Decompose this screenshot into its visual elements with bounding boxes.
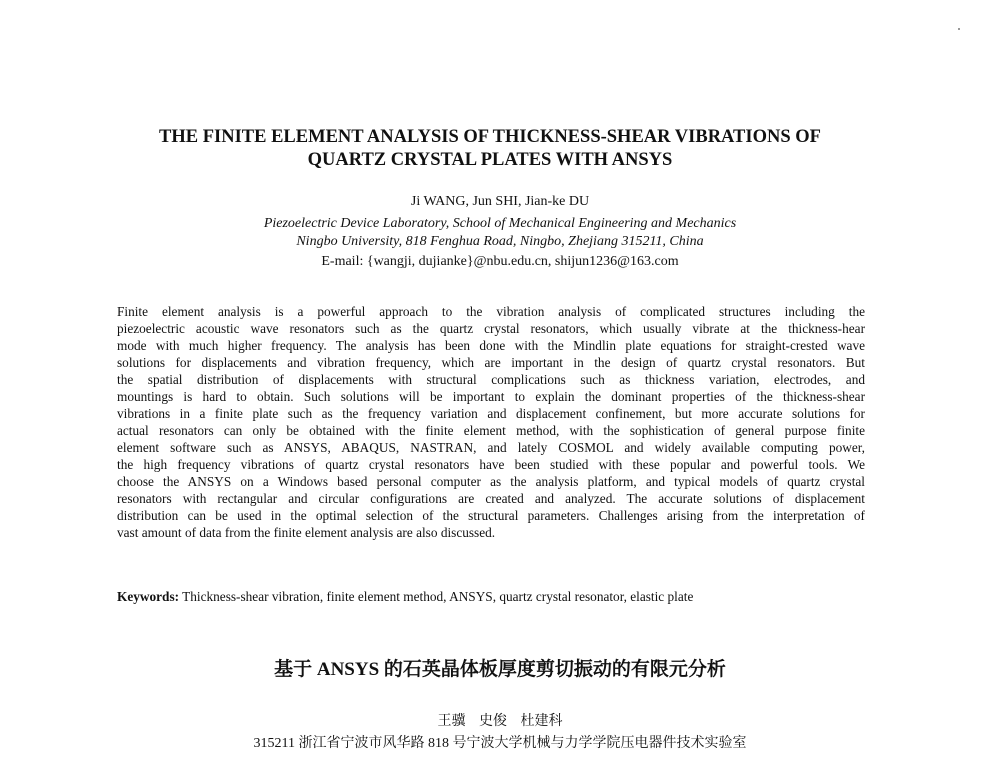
affiliation bbox=[0, 215, 1000, 251]
abstract-line: solutions for displacements and vibration frequency, which are important in the design of quartz crystal resonators. But bbox=[117, 355, 865, 370]
affiliation-line-1: Piezoelectric Device Laboratory, School of Mechanical Engineering and Mechanics bbox=[263, 216, 737, 231]
abstract-line: resonators with rectangular and circular configurations are created and analyzed. The accurate solutions of displacement bbox=[117, 491, 865, 506]
paper-title bbox=[140, 126, 840, 172]
abstract-line: the spatial distribution of displacements with structural complications such as thickness variation, electrodes, and bbox=[117, 372, 865, 387]
email-line: E-mail: {wangji, dujianke}@nbu.edu.cn, shijun1236@163.com bbox=[321, 254, 679, 269]
scan-speck bbox=[958, 28, 960, 30]
abstract bbox=[117, 303, 865, 541]
abstract-line: Finite element analysis is a powerful approach to the vibration analysis of complicated structures including the bbox=[117, 304, 865, 319]
keywords-label: Keywords: bbox=[117, 589, 180, 604]
abstract-line: element software such as ANSYS, ABAQUS, NASTRAN, and lately COSMOL and widely available computing power, bbox=[117, 440, 865, 455]
chinese-affiliation: 315211 浙江省宁波市风华路 818 号宁波大学机械与力学学院压电器件技术实验室 bbox=[253, 736, 747, 751]
chinese-authors: 王骥 史俊 杜建科 bbox=[437, 714, 563, 729]
title-line-2: QUARTZ CRYSTAL PLATES WITH ANSYS bbox=[307, 150, 673, 170]
affiliation-line-2: Ningbo University, 818 Fenghua Road, Ningbo, Zhejiang 315211, China bbox=[296, 234, 704, 249]
abstract-line: mountings is hard to obtain. Such solutions will be important to explain the dominant properties of the thickness-shear bbox=[117, 389, 865, 404]
chinese-title: 基于 ANSYS 的石英晶体板厚度剪切振动的有限元分析 bbox=[274, 659, 726, 680]
abstract-line: mode with much higher frequency. The analysis has been done with the Mindlin plate equations for straight-crested wave bbox=[117, 338, 865, 353]
abstract-line: vibrations in a finite plate such as the frequency variation and displacement confinement, but more accurate solutions for bbox=[117, 406, 865, 421]
keywords-text: Thickness-shear vibration, finite element method, ANSYS, quartz crystal resonator, elastic plate bbox=[179, 589, 694, 604]
author-list: Ji WANG, Jun SHI, Jian-ke DU bbox=[410, 194, 590, 209]
abstract-line: piezoelectric acoustic wave resonators such as the quartz crystal resonators, which usually vibrate at the thickness-hear bbox=[117, 321, 865, 336]
abstract-line: actual resonators can only be obtained with the finite element method, with the sophistication of general purpose finite bbox=[117, 423, 865, 438]
abstract-line: choose the ANSYS on a Windows based personal computer as the analysis platform, and typical models of quartz crystal bbox=[117, 474, 865, 489]
keywords bbox=[117, 588, 865, 605]
title-line-1: THE FINITE ELEMENT ANALYSIS OF THICKNESS-SHEAR VIBRATIONS OF bbox=[159, 127, 821, 147]
abstract-line: the high frequency vibrations of quartz crystal resonators have been studied with these popular and powerful tools. We bbox=[117, 457, 865, 472]
abstract-line: distribution can be used in the optimal selection of the structural parameters. Challenges arising from the interpretation of bbox=[117, 508, 865, 523]
abstract-line: vast amount of data from the finite element analysis are also discussed. bbox=[117, 525, 496, 540]
